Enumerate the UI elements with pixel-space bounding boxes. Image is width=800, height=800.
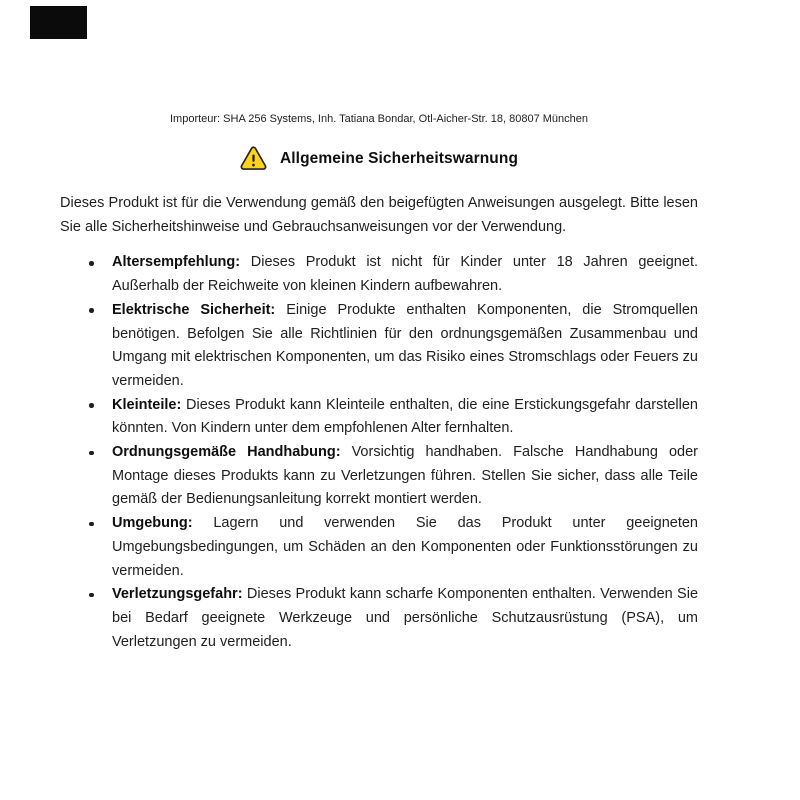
page-title: Allgemeine Sicherheitswarnung	[279, 149, 519, 167]
warning-triangle-icon	[240, 146, 267, 171]
bullet-item-ordnungsgemaesse-handhabung	[112, 441, 698, 512]
intro-paragraph: Dieses Produkt ist für die Verwendung gemäß den beigefügten Anweisungen ausgelegt. Bitte lesen Sie alle Sicherheitshinweise und Gebrauchsanweisungen vor der Verwendung.	[60, 195, 698, 235]
bullet-item-verletzungsgefahr	[112, 583, 698, 654]
importer-line: Importeur: SHA 256 Systems, Inh. Tatiana Bondar, Otl-Aicher-Str. 18, 80807 München	[169, 113, 589, 125]
document-content	[60, 0, 698, 654]
bullet-item-kleinteile	[112, 394, 698, 441]
bullet-item-umgebung	[112, 512, 698, 583]
bullet-item-elektrische-sicherheit	[112, 299, 698, 394]
bullet-text: Dieses Produkt ist nicht für Kinder unter 18 Jahren geeignet. Außerhalb der Reichweite von kleinen Kindern aufbewahren.	[112, 254, 698, 295]
document-title-row	[60, 146, 698, 171]
bullet-label: Umgebung:	[112, 515, 193, 532]
bullet-text: Lagern und verwenden Sie das Produkt unter geeigneten Umgebungsbedingungen, um Schäden an den Komponenten oder Funktionsstörungen zu vermeiden.	[112, 515, 698, 579]
logo-block	[30, 6, 87, 39]
bullet-label: Ordnungsgemäße Handhabung:	[112, 444, 341, 461]
bullet-label: Verletzungsgefahr:	[112, 586, 243, 603]
bullet-text: Dieses Produkt kann scharfe Komponenten enthalten. Verwenden Sie bei Bedarf geeignete Werkzeuge und persönliche Schutzausrüstung (PSA), um Verletzungen zu vermeiden.	[112, 586, 699, 650]
bullet-text: Vorsichtig handhaben. Falsche Handhabung oder Montage dieses Produkts kann zu Verletzungen führen. Stellen Sie sicher, dass alle Teile gemäß der Bedienungsanleitung korrekt montiert werden.	[112, 444, 698, 508]
bullet-label: Kleinteile:	[112, 396, 182, 413]
bullet-item-altersempfehlung	[112, 251, 698, 298]
bullet-label: Elektrische Sicherheit:	[112, 301, 276, 318]
bullet-text: Dieses Produkt kann Kleinteile enthalten, die eine Erstickungsgefahr darstellen könnten. Von Kindern unter dem empfohlenen Alter fernhalten.	[112, 396, 698, 437]
safety-bullet-list	[60, 251, 698, 654]
bullet-label: Altersempfehlung:	[112, 254, 241, 271]
bullet-text: Einige Produkte enthalten Komponenten, die Stromquellen benötigen. Befolgen Sie alle Richtlinien für den ordnungsgemäßen Zusammenbau und Umgang mit elektrischen Komponenten, um das Risiko eines Stromschlags oder Feuers zu vermeiden.	[112, 301, 699, 389]
